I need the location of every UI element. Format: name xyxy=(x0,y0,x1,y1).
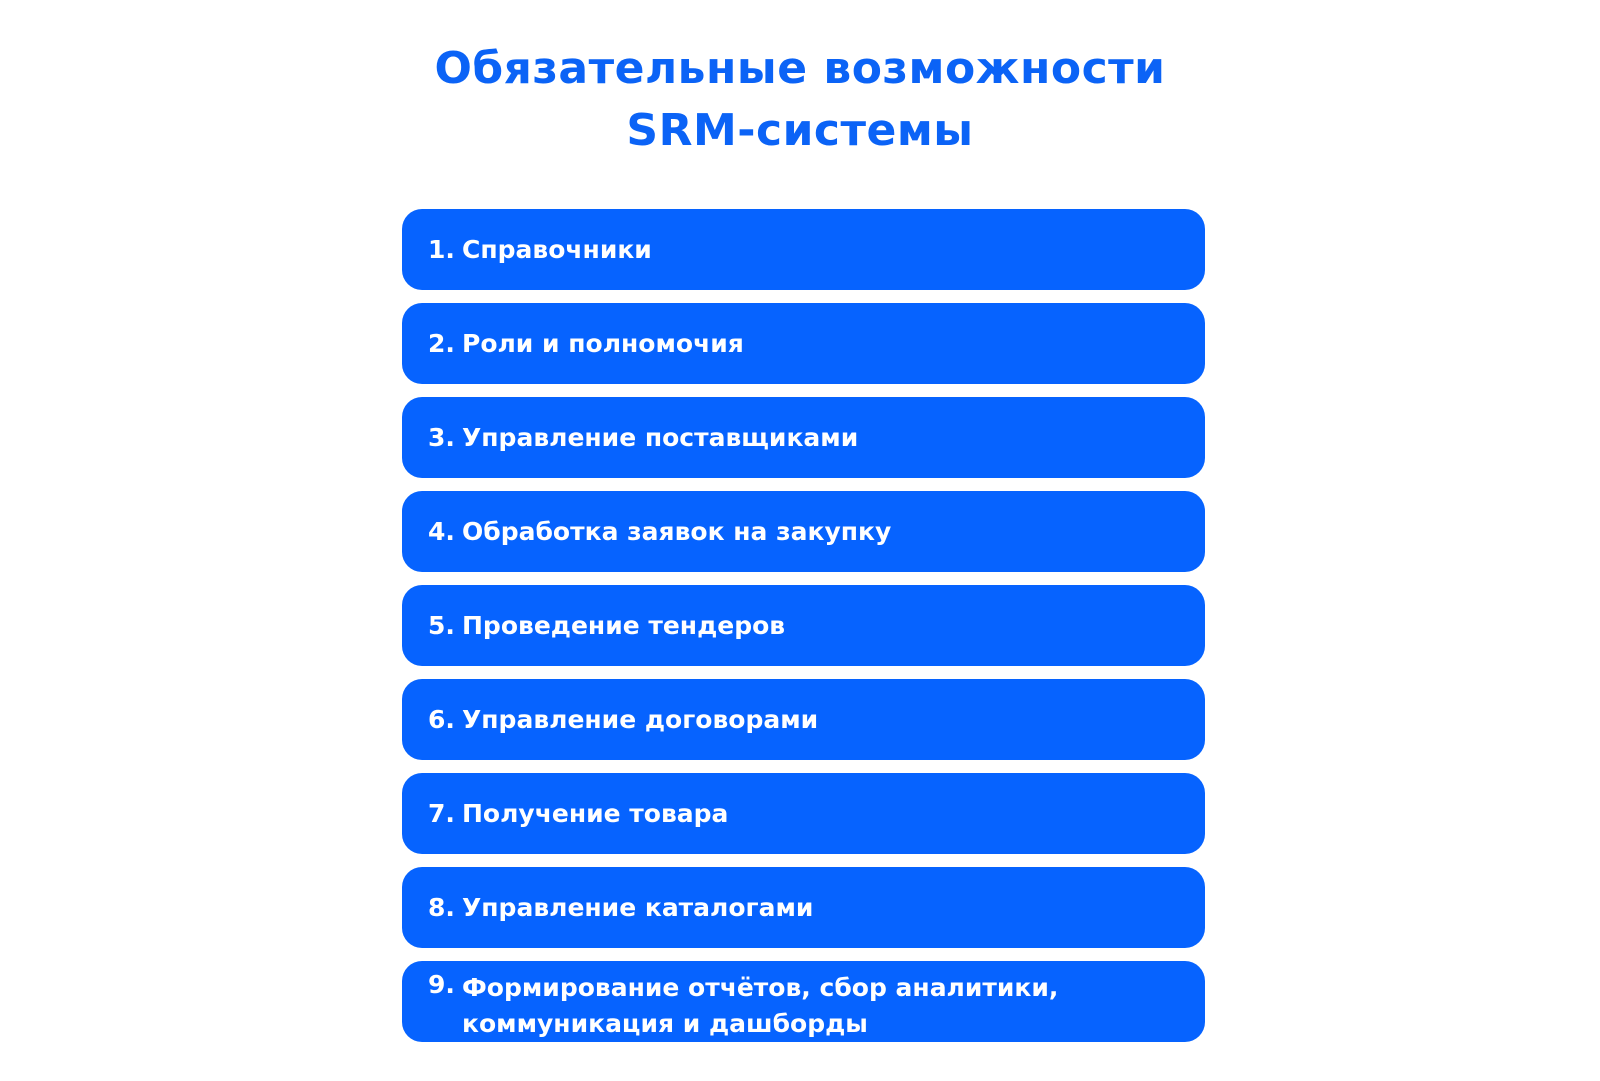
item-number: 5. xyxy=(428,611,455,640)
item-label-line2: коммуникация и дашборды xyxy=(462,1009,868,1038)
list-item-1 xyxy=(402,209,1205,290)
list-item-3 xyxy=(402,397,1205,478)
item-number: 9. xyxy=(428,970,455,999)
item-number: 7. xyxy=(428,799,455,828)
item-label: Управление каталогами xyxy=(462,893,814,922)
list-item-2 xyxy=(402,303,1205,384)
item-number: 8. xyxy=(428,893,455,922)
list-item-5 xyxy=(402,585,1205,666)
item-label: Роли и полномочия xyxy=(462,329,744,358)
item-label: Обработка заявок на закупку xyxy=(462,517,892,546)
item-number: 6. xyxy=(428,705,455,734)
item-label: Управление поставщиками xyxy=(462,423,859,452)
page-title-line2: SRM-системы xyxy=(626,105,974,156)
item-label-line1: Формирование отчётов, сбор аналитики, xyxy=(462,973,1059,1002)
item-label: Справочники xyxy=(462,235,652,264)
item-label: Получение товара xyxy=(462,799,729,828)
item-label: Управление договорами xyxy=(462,705,819,734)
item-number: 4. xyxy=(428,517,455,546)
page-title-line1: Обязательные возможности xyxy=(434,43,1166,94)
item-number: 1. xyxy=(428,235,455,264)
item-label: Проведение тендеров xyxy=(462,611,786,640)
list-item-4 xyxy=(402,491,1205,572)
item-number: 3. xyxy=(428,423,455,452)
list-item-6 xyxy=(402,679,1205,760)
list-item-8 xyxy=(402,867,1205,948)
item-label xyxy=(462,970,1185,1042)
capabilities-list xyxy=(402,209,1205,1055)
page-title xyxy=(0,38,1600,162)
list-item-9 xyxy=(402,961,1205,1042)
list-item-7 xyxy=(402,773,1205,854)
item-number: 2. xyxy=(428,329,455,358)
